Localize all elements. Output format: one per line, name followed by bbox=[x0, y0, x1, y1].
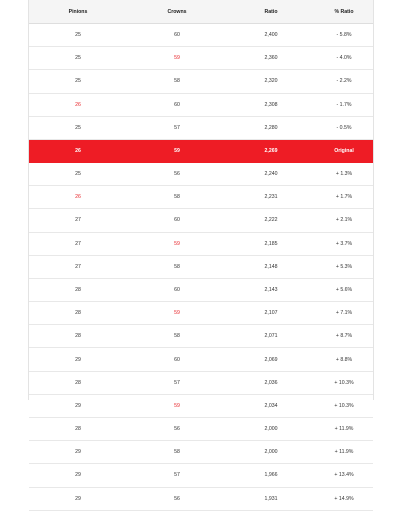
cell-pinions: 25 bbox=[29, 24, 127, 47]
cell-pinions: 28 bbox=[29, 302, 127, 325]
cell-percent-ratio: + 5.3% bbox=[315, 255, 373, 278]
cell-percent-ratio: + 8.8% bbox=[315, 348, 373, 371]
table-row bbox=[29, 348, 373, 371]
cell-pinions: 28 bbox=[29, 418, 127, 441]
cell-crowns: 56 bbox=[127, 418, 227, 441]
cell-pinions: 27 bbox=[29, 232, 127, 255]
cell-ratio: 1,966 bbox=[227, 464, 315, 487]
cell-percent-ratio: + 1.7% bbox=[315, 186, 373, 209]
cell-crowns: 58 bbox=[127, 186, 227, 209]
cell-crowns: 58 bbox=[127, 255, 227, 278]
cell-pinions: 25 bbox=[29, 162, 127, 185]
cell-crowns: 59 bbox=[127, 302, 227, 325]
table-row bbox=[29, 232, 373, 255]
cell-ratio: 2,069 bbox=[227, 348, 315, 371]
header-pinions: Pinions bbox=[29, 0, 127, 24]
cell-pinions: 29 bbox=[29, 394, 127, 417]
header-crowns: Crowns bbox=[127, 0, 227, 24]
table-row bbox=[29, 394, 373, 417]
cell-percent-ratio: + 3.7% bbox=[315, 232, 373, 255]
cell-percent-ratio: - 0.5% bbox=[315, 116, 373, 139]
cell-ratio: 2,222 bbox=[227, 209, 315, 232]
cell-pinions: 25 bbox=[29, 116, 127, 139]
cell-ratio: 2,269 bbox=[227, 139, 315, 162]
cell-crowns: 57 bbox=[127, 464, 227, 487]
cell-crowns: 57 bbox=[127, 116, 227, 139]
cell-percent-ratio: + 8.7% bbox=[315, 325, 373, 348]
cell-percent-ratio: + 11.9% bbox=[315, 418, 373, 441]
table-row bbox=[29, 464, 373, 487]
cell-percent-ratio: + 7.1% bbox=[315, 302, 373, 325]
cell-pinions: 25 bbox=[29, 47, 127, 70]
cell-crowns: 59 bbox=[127, 47, 227, 70]
cell-pinions: 29 bbox=[29, 441, 127, 464]
table-row bbox=[29, 70, 373, 93]
cell-ratio: 1,931 bbox=[227, 487, 315, 510]
table-row bbox=[29, 302, 373, 325]
cell-crowns: 57 bbox=[127, 371, 227, 394]
header-percent-ratio: % Ratio bbox=[315, 0, 373, 24]
cell-pinions: 29 bbox=[29, 464, 127, 487]
table-row bbox=[29, 24, 373, 47]
cell-crowns: 60 bbox=[127, 348, 227, 371]
table-row bbox=[29, 325, 373, 348]
cell-ratio: 2,143 bbox=[227, 278, 315, 301]
table-row bbox=[29, 186, 373, 209]
cell-crowns: 60 bbox=[127, 24, 227, 47]
cell-percent-ratio: - 2.2% bbox=[315, 70, 373, 93]
gear-ratio-table-container bbox=[28, 0, 374, 502]
cell-percent-ratio: + 14.9% bbox=[315, 487, 373, 510]
cell-percent-ratio: + 13.4% bbox=[315, 464, 373, 487]
cell-pinions: 26 bbox=[29, 186, 127, 209]
gear-ratio-table bbox=[29, 0, 373, 511]
table-row bbox=[29, 418, 373, 441]
cell-pinions: 28 bbox=[29, 325, 127, 348]
cell-ratio: 2,360 bbox=[227, 47, 315, 70]
cell-pinions: 25 bbox=[29, 70, 127, 93]
cell-percent-ratio: + 5.6% bbox=[315, 278, 373, 301]
cell-ratio: 2,400 bbox=[227, 24, 315, 47]
cell-crowns: 56 bbox=[127, 162, 227, 185]
table-row bbox=[29, 278, 373, 301]
cell-pinions: 27 bbox=[29, 209, 127, 232]
cell-percent-ratio: Original bbox=[315, 139, 373, 162]
cell-ratio: 2,148 bbox=[227, 255, 315, 278]
cell-ratio: 2,231 bbox=[227, 186, 315, 209]
cell-pinions: 26 bbox=[29, 93, 127, 116]
cell-ratio: 2,000 bbox=[227, 441, 315, 464]
table-row bbox=[29, 255, 373, 278]
cell-ratio: 2,071 bbox=[227, 325, 315, 348]
cell-crowns: 60 bbox=[127, 278, 227, 301]
cell-percent-ratio: + 11.9% bbox=[315, 441, 373, 464]
cell-pinions: 29 bbox=[29, 348, 127, 371]
table-row bbox=[29, 371, 373, 394]
table-header-row bbox=[29, 0, 373, 24]
cell-ratio: 2,185 bbox=[227, 232, 315, 255]
table-row bbox=[29, 487, 373, 510]
table-row bbox=[29, 209, 373, 232]
cell-percent-ratio: + 1.3% bbox=[315, 162, 373, 185]
table-row-original bbox=[29, 139, 373, 162]
cell-crowns: 60 bbox=[127, 93, 227, 116]
cell-pinions: 28 bbox=[29, 371, 127, 394]
cell-crowns: 59 bbox=[127, 139, 227, 162]
table-row bbox=[29, 162, 373, 185]
cell-crowns: 58 bbox=[127, 70, 227, 93]
cell-ratio: 2,280 bbox=[227, 116, 315, 139]
cell-crowns: 56 bbox=[127, 487, 227, 510]
cell-percent-ratio: - 4.0% bbox=[315, 47, 373, 70]
cell-percent-ratio: + 10.3% bbox=[315, 371, 373, 394]
header-ratio: Ratio bbox=[227, 0, 315, 24]
cell-ratio: 2,000 bbox=[227, 418, 315, 441]
cell-pinions: 28 bbox=[29, 278, 127, 301]
cell-crowns: 60 bbox=[127, 209, 227, 232]
table-row bbox=[29, 441, 373, 464]
cell-percent-ratio: - 1.7% bbox=[315, 93, 373, 116]
cell-percent-ratio: + 10.3% bbox=[315, 394, 373, 417]
table-row bbox=[29, 47, 373, 70]
cell-pinions: 26 bbox=[29, 139, 127, 162]
table-row bbox=[29, 116, 373, 139]
table-row bbox=[29, 93, 373, 116]
cell-percent-ratio: + 2.1% bbox=[315, 209, 373, 232]
cell-crowns: 58 bbox=[127, 441, 227, 464]
cell-percent-ratio: - 5.8% bbox=[315, 24, 373, 47]
cell-ratio: 2,107 bbox=[227, 302, 315, 325]
cell-ratio: 2,240 bbox=[227, 162, 315, 185]
cell-pinions: 29 bbox=[29, 487, 127, 510]
cell-crowns: 59 bbox=[127, 232, 227, 255]
cell-ratio: 2,036 bbox=[227, 371, 315, 394]
cell-crowns: 58 bbox=[127, 325, 227, 348]
table-body bbox=[29, 24, 373, 511]
cell-ratio: 2,034 bbox=[227, 394, 315, 417]
cell-pinions: 27 bbox=[29, 255, 127, 278]
cell-crowns: 59 bbox=[127, 394, 227, 417]
cell-ratio: 2,320 bbox=[227, 70, 315, 93]
cell-ratio: 2,308 bbox=[227, 93, 315, 116]
